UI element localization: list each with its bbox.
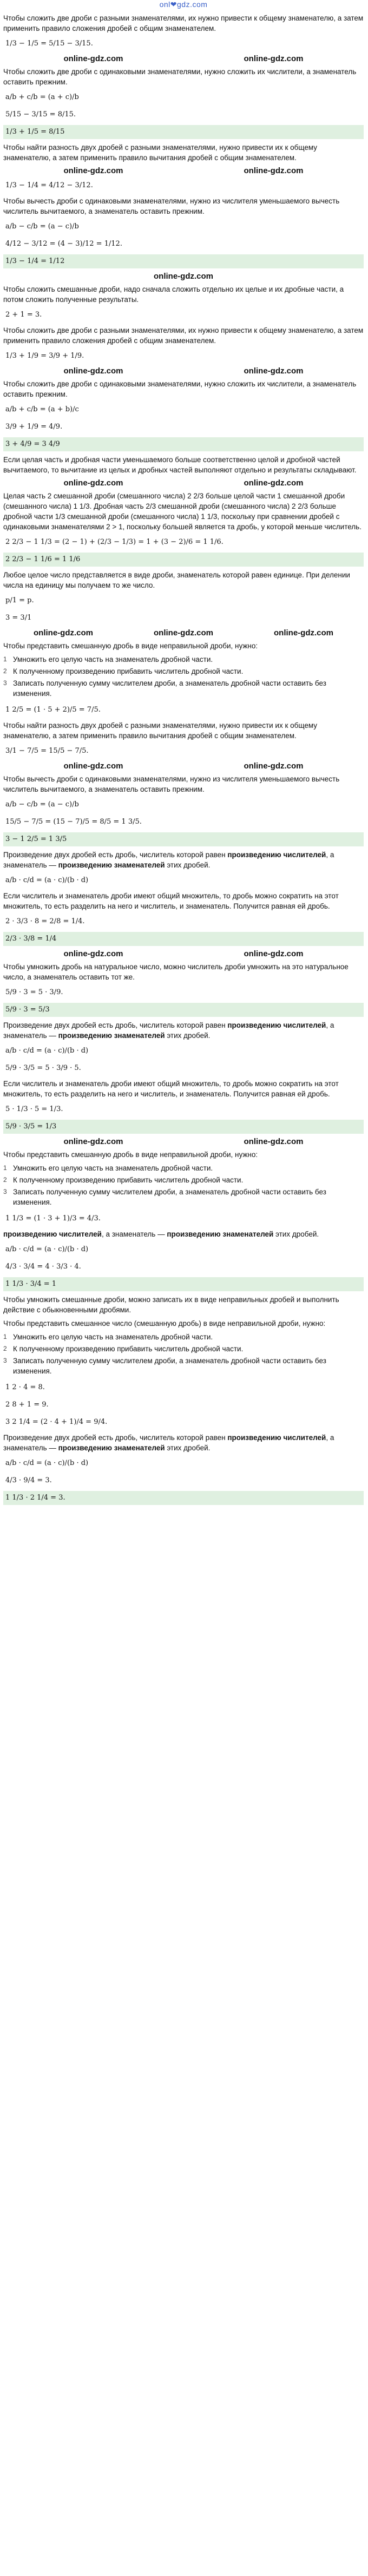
paragraph: Чтобы умножить смешанные дроби, можно записать их в виде неправильных дробей и выполнить действие с обыкновенными дробями. — [3, 1296, 339, 1314]
watermark: online-gdz.com — [244, 478, 304, 488]
watermark-row — [3, 166, 364, 175]
formula: 1 1/3 = (1 · 3 + 1)/3 = 4/3. — [5, 1214, 101, 1223]
formula: a/b · c/d = (a · c)/(b · d) — [5, 1459, 89, 1467]
formula: 4/3 · 3/4 = 4 · 3/3 · 4. — [5, 1263, 81, 1271]
paragraph: Если целая часть и дробная части уменьшаемого больше соответственно целой и дробной частей вычитаемого, то вычитание из целых и дробных частей выполняют отдельно и результаты складывают. — [3, 456, 357, 474]
watermark: online-gdz.com — [244, 366, 304, 376]
list-item: 3 Записать полученную сумму числителем дроби, а знаменатель дробной части оставить без изменения. — [3, 679, 326, 698]
watermark: online-gdz.com — [244, 166, 304, 175]
formula: p/1 = p. — [5, 596, 34, 604]
paragraph: Чтобы найти разность двух дробей с разными знаменателями, нужно привести их к общему знаменателю, а затем применить правило вычитания дробей с общим знаменателем. — [3, 143, 318, 162]
list-item: 1 Умножить его целую часть на знаменатель дробной части. — [3, 655, 213, 663]
formula: 15/5 − 7/5 = (15 − 7)/5 = 8/5 = 1 3/5. — [5, 818, 142, 826]
watermark: online-gdz.com — [63, 54, 123, 63]
formula: 2 + 1 = 3. — [5, 311, 42, 319]
formula: a/b − c/b = (a − c)/b — [5, 800, 79, 809]
formula: 4/3 · 9/4 = 3. — [5, 1476, 52, 1484]
paragraph: Чтобы умножить дробь на натуральное число, можно числитель дроби умножить на это натуральное число, а знаменатель оставить тот же. — [3, 963, 349, 981]
watermark-row — [3, 949, 364, 958]
answer-highlight: 5/9 · 3/5 = 1/3 — [3, 1120, 364, 1134]
formula: a/b + c/b = (a + b)/c — [5, 405, 79, 413]
formula: 5/9 · 3 = 5 · 3/9. — [5, 988, 63, 996]
watermark: online-gdz.com — [63, 1137, 123, 1146]
watermark-row — [3, 54, 364, 63]
formula: 2 2/3 − 1 1/3 = (2 − 1) + (2/3 − 1/3) = 1 + (3 − 2)/6 = 1 1/6. — [5, 538, 224, 546]
watermark: online-gdz.com — [274, 628, 333, 638]
steps-list — [3, 1163, 364, 1207]
paragraph: Чтобы вычесть дроби с одинаковыми знаменателями, нужно из числителя уменьшаемого вычесть числитель вычитаемого, а знаменатель оставить прежним. — [3, 775, 340, 793]
formula: 1/3 − 1/5 = 5/15 − 3/15. — [5, 40, 93, 48]
paragraph: Чтобы сложить две дроби с разными знаменателями, их нужно привести к общему знаменателю, а затем применить правило сложения дробей с общим знаменателем. — [3, 14, 364, 32]
formula: 4/12 − 3/12 = (4 − 3)/12 = 1/12. — [5, 240, 122, 248]
watermark: online-gdz.com — [63, 366, 123, 376]
answer-highlight: 1 1/3 · 2 1/4 = 3. — [3, 1491, 364, 1505]
answer-highlight: 5/9 · 3 = 5/3 — [3, 1003, 364, 1017]
watermark: online-gdz.com — [154, 628, 213, 638]
formula: 2 · 3/3 · 8 = 2/8 = 1/4. — [5, 917, 85, 925]
site-logo[interactable]: onl❤gdz.com — [159, 0, 208, 9]
watermark-row — [3, 478, 364, 488]
paragraph: Если числитель и знаменатель дроби имеют общий множитель, то дробь можно сократить на этот множитель, то есть разделить на него и числитель, и знаменатель. Получится равная ей дробь. — [3, 892, 339, 910]
answer-highlight: 1/3 − 1/4 = 1/12 — [3, 254, 364, 268]
paragraph: Произведение двух дробей есть дробь, числитель которой равен произведению числителей, а знаменатель — произведению знаменателей этих дробей. — [3, 1021, 334, 1040]
paragraph: Чтобы сложить смешанные дроби, надо сначала сложить отдельно их целые и их дробные части, а потом сложить полученные результаты. — [3, 285, 344, 304]
formula: 5/15 − 3/15 = 8/15. — [5, 110, 76, 119]
list-item: 3 Записать полученную сумму числителем дроби, а знаменатель дробной части оставить без изменения. — [3, 1357, 326, 1375]
formula: a/b · c/d = (a · c)/(b · d) — [5, 1245, 89, 1253]
formula: 1 2 · 4 = 8. — [5, 1383, 45, 1391]
answer-highlight: 2/3 · 3/8 = 1/4 — [3, 932, 364, 946]
watermark: online-gdz.com — [63, 949, 123, 958]
list-item: 2 К полученному произведению прибавить числитель дробной части. — [3, 1176, 244, 1184]
paragraph: Чтобы сложить две дроби с одинаковыми знаменателями, нужно сложить их числители, а знаменатель оставить прежним. — [3, 68, 357, 86]
paragraph: Чтобы представить смешанное число (смешанную дробь) в виде неправильной дроби, нужно: — [3, 1319, 326, 1328]
watermark: online-gdz.com — [154, 272, 213, 281]
paragraph: произведению числителей, а знаменатель — произведению знаменателей этих дробей. — [3, 1230, 319, 1238]
paragraph: Любое целое число представляется в виде дроби, знаменатель которой равен единице. При делении числа на единицу мы получаем то же число. — [3, 571, 350, 589]
paragraph: Целая часть 2 смешанной дроби (смешанного числа) 2 2/3 больше целой части 1 смешанной дроби (смешанного числа) 1 1/3. Дробная часть 2/3 смешанной дроби (смешанного числа) 2 2/3 больше дробной части 1/3 смешанной дроби (смешанного числа) 1 1/3, поскольку при сравнении дробей с одинаковыми знаменателями 2 > 1, поскольку большей является та дробь, у которой меньше числитель. — [3, 492, 362, 531]
answer-highlight: 3 + 4/9 = 3 4/9 — [3, 437, 364, 451]
list-item: 1 Умножить его целую часть на знаменатель дробной части. — [3, 1333, 213, 1341]
watermark: online-gdz.com — [34, 628, 93, 638]
list-item: 2 К полученному произведению прибавить числитель дробной части. — [3, 667, 244, 675]
steps-list — [3, 654, 364, 699]
watermark: online-gdz.com — [63, 761, 123, 771]
list-item: 2 К полученному произведению прибавить числитель дробной части. — [3, 1345, 244, 1353]
watermark: online-gdz.com — [244, 1137, 304, 1146]
formula: 1/3 − 1/4 = 4/12 − 3/12. — [5, 181, 93, 189]
formula: a/b · c/d = (a · c)/(b · d) — [5, 1047, 89, 1055]
paragraph: Если числитель и знаменатель дроби имеют общий множитель, то дробь можно сократить на этот множитель, то есть разделить на него и числитель, и знаменатель. Получится равная ей дробь. — [3, 1080, 339, 1098]
list-item: 1 Умножить его целую часть на знаменатель дробной части. — [3, 1164, 213, 1172]
list-item: 3 Записать полученную сумму числителем дроби, а знаменатель дробной части оставить без изменения. — [3, 1188, 326, 1206]
formula: 5 · 1/3 · 5 = 1/3. — [5, 1105, 63, 1113]
formula: 1/3 + 1/9 = 3/9 + 1/9. — [5, 352, 84, 360]
answer-highlight: 2 2/3 − 1 1/6 = 1 1/6 — [3, 553, 364, 567]
steps-list — [3, 1332, 364, 1376]
watermark-row — [3, 1137, 364, 1146]
paragraph: Произведение двух дробей есть дробь, числитель которой равен произведению числителей, а знаменатель — произведению знаменателей этих дробей. — [3, 1434, 334, 1452]
watermark-row — [3, 272, 364, 281]
paragraph: Чтобы найти разность двух дробей с разными знаменателями, нужно привести их к общему знаменателю, а затем применить правило вычитания дробей с общим знаменателем. — [3, 721, 318, 740]
answer-highlight: 1 1/3 · 3/4 = 1 — [3, 1277, 364, 1291]
paragraph: Произведение двух дробей есть дробь, числитель которой равен произведению числителей, а знаменатель — произведению знаменателей этих дробей. — [3, 851, 334, 869]
watermark: online-gdz.com — [244, 949, 304, 958]
formula: a/b · c/d = (a · c)/(b · d) — [5, 876, 89, 884]
watermark-row — [3, 628, 364, 638]
watermark: online-gdz.com — [244, 761, 304, 771]
watermark-row — [3, 366, 364, 376]
formula: 3 = 3/1 — [5, 614, 32, 622]
formula: 3/9 + 1/9 = 4/9. — [5, 423, 63, 431]
paragraph: Чтобы представить смешанную дробь в виде неправильной дроби, нужно: — [3, 642, 258, 650]
paragraph: Чтобы представить смешанную дробь в виде неправильной дроби, нужно: — [3, 1151, 258, 1159]
watermark: online-gdz.com — [63, 166, 123, 175]
paragraph: Чтобы сложить две дроби с разными знаменателями, их нужно привести к общему знаменателю, а затем применить правило сложения дробей с общим знаменателем. — [3, 326, 364, 345]
answer-highlight: 1/3 + 1/5 = 8/15 — [3, 125, 364, 139]
formula: 3 2 1/4 = (2 · 4 + 1)/4 = 9/4. — [5, 1418, 108, 1426]
answer-highlight: 3 − 1 2/5 = 1 3/5 — [3, 832, 364, 846]
watermark: online-gdz.com — [244, 54, 304, 63]
formula: a/b + c/b = (a + c)/b — [5, 93, 79, 101]
paragraph: Чтобы сложить две дроби с одинаковыми знаменателями, нужно сложить их числители, а знаменатель оставить прежним. — [3, 380, 357, 398]
formula: 2 8 + 1 = 9. — [5, 1401, 49, 1409]
watermark: online-gdz.com — [63, 478, 123, 488]
formula: 5/9 · 3/5 = 5 · 3/9 · 5. — [5, 1064, 81, 1072]
header — [3, 0, 364, 11]
formula: a/b − c/b = (a − c)/b — [5, 222, 79, 231]
paragraph: Чтобы вычесть дроби с одинаковыми знаменателями, нужно из числителя уменьшаемого вычесть числитель вычитаемого, а знаменатель оставить прежним. — [3, 197, 340, 215]
watermark-row — [3, 761, 364, 771]
formula: 1 2/5 = (1 · 5 + 2)/5 = 7/5. — [5, 706, 101, 714]
formula: 3/1 − 7/5 = 15/5 − 7/5. — [5, 747, 89, 755]
